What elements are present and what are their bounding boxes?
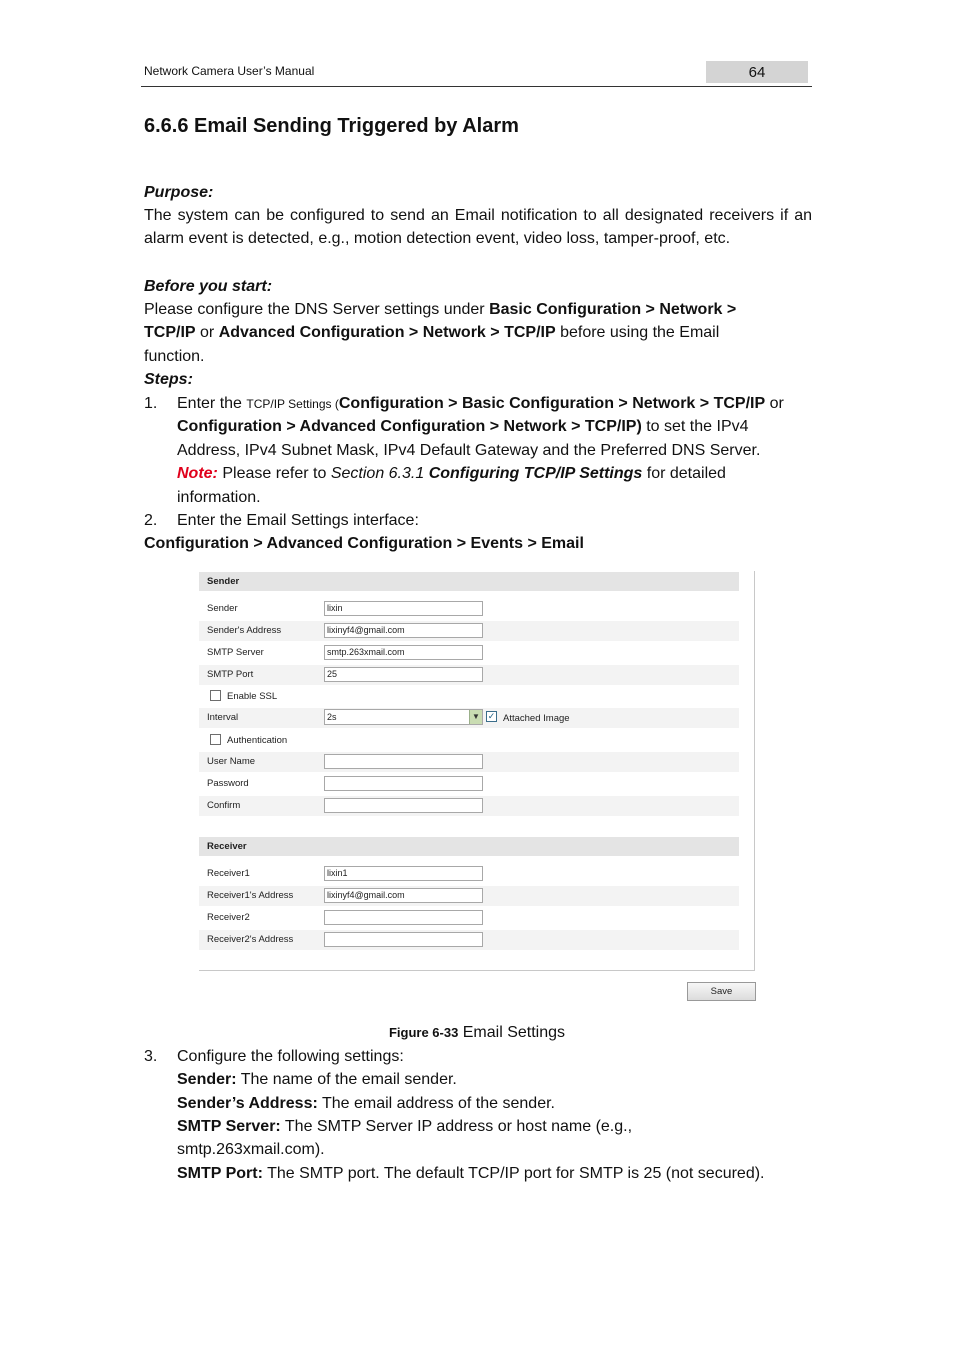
user-name-row	[199, 752, 739, 772]
confirm-input[interactable]	[324, 798, 483, 813]
save-button[interactable]: Save	[687, 982, 756, 1001]
receiver2-input[interactable]	[324, 910, 483, 925]
step-1-note-cont: information.	[177, 489, 261, 506]
sender-row	[199, 599, 739, 619]
sender-input[interactable]: lixin	[324, 601, 483, 616]
user-name-label: User Name	[207, 756, 256, 767]
authentication-label: Authentication	[227, 735, 288, 746]
receiver1-address-label: Receiver1's Address	[207, 890, 294, 901]
receiver1-label: Receiver1	[207, 868, 250, 879]
step-1-line-1: Enter the TCP/IP Settings (Configuration > Basic Configuration > Network > TCP/IP or	[177, 395, 784, 412]
receiver2-address-input[interactable]	[324, 932, 483, 947]
smtp-server-input[interactable]: smtp.263xmail.com	[324, 645, 483, 660]
smtp-server-row	[199, 643, 739, 663]
authentication-row	[199, 730, 739, 750]
receiver1-input[interactable]: lixin1	[324, 866, 483, 881]
attached-image-checkbox[interactable]: ✓	[487, 711, 496, 721]
password-label: Password	[207, 778, 249, 789]
step-3-number: 3.	[144, 1048, 158, 1065]
step-1-line-3: Address, IPv4 Subnet Mask, IPv4 Default Gateway and the Preferred DNS Server.	[177, 442, 761, 459]
receiver2-label: Receiver2	[207, 912, 250, 923]
smtp-port-input[interactable]: 25	[324, 667, 483, 682]
receiver2-row	[199, 908, 739, 928]
before-label: Before you start:	[144, 278, 273, 295]
sender-address-input[interactable]: lixinyf4@gmail.com	[324, 623, 483, 638]
smtp-server-desc: SMTP Server: The SMTP Server IP address or host name (e.g.,	[177, 1118, 633, 1135]
chevron-down-icon[interactable]: ▼	[469, 710, 482, 724]
receiver1-address-row	[199, 886, 739, 906]
sender-label: Sender	[207, 603, 238, 614]
interval-label: Interval	[207, 712, 239, 723]
form-bottom-border	[199, 970, 755, 971]
purpose-text: The system can be configured to send an Email notification to all designated receivers if an alarm event is detected, e.g., motion detection event, video loss, tamper-proof, etc.	[144, 207, 812, 248]
smtp-port-label: SMTP Port	[207, 669, 254, 680]
steps-label: Steps:	[144, 371, 193, 388]
sender-address-row	[199, 621, 739, 641]
step-1-number: 1.	[144, 395, 158, 412]
form-right-border	[754, 571, 755, 971]
password-input[interactable]	[324, 776, 483, 791]
enable-ssl-label: Enable SSL	[227, 691, 278, 702]
sender-address-label: Sender's Address	[207, 625, 282, 636]
email-settings-form	[199, 571, 756, 1001]
step-1-line-2: Configuration > Advanced Configuration > Network > TCP/IP) to set the IPv4	[177, 418, 749, 435]
smtp-server-desc-cont: smtp.263xmail.com).	[177, 1141, 325, 1158]
interval-select[interactable]: 2s ▼	[324, 709, 483, 725]
interval-row	[199, 708, 739, 728]
sender-desc: Sender: The name of the email sender.	[177, 1071, 457, 1088]
running-header-title: Network Camera User’s Manual	[144, 64, 315, 78]
step-2-text: Enter the Email Settings interface:	[177, 512, 419, 529]
purpose-label: Purpose:	[144, 184, 214, 201]
confirm-row	[199, 796, 739, 816]
smtp-server-label: SMTP Server	[207, 647, 264, 658]
smtp-port-row	[199, 665, 739, 685]
receiver1-row	[199, 864, 739, 884]
authentication-checkbox[interactable]	[210, 734, 221, 745]
password-row	[199, 774, 739, 794]
step-3-text: Configure the following settings:	[177, 1048, 404, 1065]
page-number: 64	[706, 61, 808, 83]
sender-section-header: Sender	[199, 572, 739, 591]
enable-ssl-row	[199, 686, 739, 706]
header-rule	[141, 86, 812, 87]
receiver2-address-row	[199, 930, 739, 950]
before-line-2: TCP/IP or Advanced Configuration > Network > TCP/IP before using the Email	[144, 324, 720, 341]
before-line-1: Please configure the DNS Server settings under Basic Configuration > Network >	[144, 301, 737, 318]
user-name-input[interactable]	[324, 754, 483, 769]
receiver2-address-label: Receiver2's Address	[207, 934, 294, 945]
sender-address-desc: Sender’s Address: The email address of the sender.	[177, 1095, 555, 1112]
figure-caption: Figure 6-33 Email Settings	[388, 1024, 566, 1041]
receiver-section-header: Receiver	[199, 837, 739, 856]
confirm-label: Confirm	[207, 800, 241, 811]
attached-image-label: Attached Image	[503, 713, 570, 724]
receiver1-address-input[interactable]: lixinyf4@gmail.com	[324, 888, 483, 903]
step-2-number: 2.	[144, 512, 158, 529]
before-line-3: function.	[144, 348, 205, 365]
enable-ssl-checkbox[interactable]	[210, 690, 221, 701]
section-title: 6.6.6 Email Sending Triggered by Alarm	[144, 115, 519, 137]
email-menu-path: Configuration > Advanced Configuration > Events > Email	[144, 535, 584, 552]
step-1-note: Note: Please refer to Section 6.3.1 Configuring TCP/IP Settings for detailed	[177, 465, 726, 482]
smtp-port-desc: SMTP Port: The SMTP port. The default TCP/IP port for SMTP is 25 (not secured).	[177, 1165, 765, 1182]
